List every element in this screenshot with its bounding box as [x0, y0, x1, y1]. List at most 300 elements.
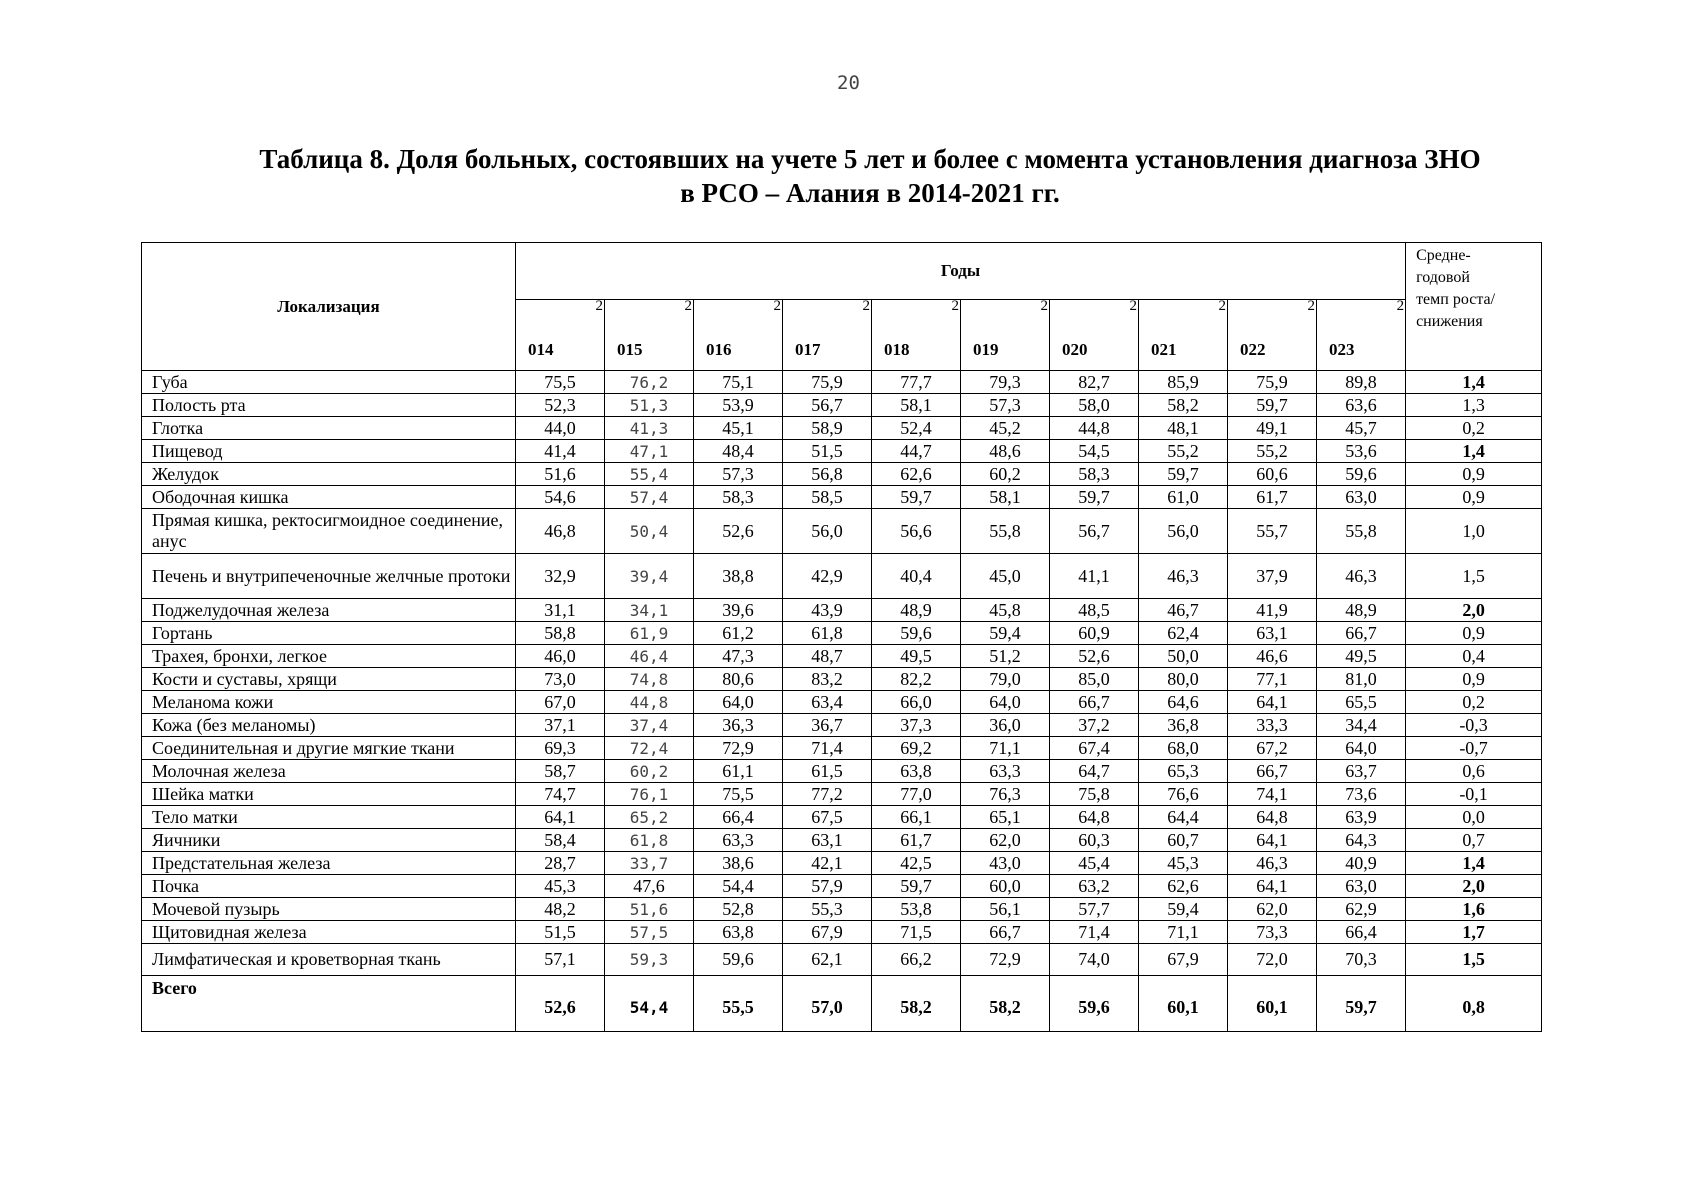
value-cell: 45,2	[961, 417, 1050, 440]
rate-cell: 0,9	[1406, 622, 1542, 645]
value-cell: 48,7	[783, 645, 872, 668]
value-cell: 55,3	[783, 898, 872, 921]
value-cell: 48,9	[1317, 599, 1406, 622]
value-cell: 61,7	[872, 829, 961, 852]
rate-cell: 0,9	[1406, 463, 1542, 486]
year-prefix: 2	[595, 298, 603, 314]
value-cell: 61,5	[783, 760, 872, 783]
rate-cell: 0,2	[1406, 417, 1542, 440]
value-cell: 71,1	[1139, 921, 1228, 944]
value-cell: 46,0	[516, 645, 605, 668]
value-cell: 66,7	[1050, 691, 1139, 714]
value-cell: 56,8	[783, 463, 872, 486]
value-cell: 32,9	[516, 554, 605, 599]
table-row	[142, 554, 1542, 599]
value-cell: 66,7	[1317, 622, 1406, 645]
value-cell: 79,3	[961, 371, 1050, 394]
value-cell: 61,8	[783, 622, 872, 645]
value-cell: 55,2	[1139, 440, 1228, 463]
table-title-line-2: в РСО – Алания в 2014-2021 гг.	[680, 178, 1060, 208]
value-cell: 51,2	[961, 645, 1050, 668]
year-header-cell	[516, 300, 605, 371]
value-cell: 57,1	[516, 944, 605, 976]
value-cell: 75,1	[694, 371, 783, 394]
value-cell: 59,7	[872, 486, 961, 509]
row-label: Меланома кожи	[142, 691, 516, 714]
value-cell: 66,2	[872, 944, 961, 976]
value-cell: 54,6	[516, 486, 605, 509]
value-cell: 83,2	[783, 668, 872, 691]
rate-cell: 1,7	[1406, 921, 1542, 944]
table-row	[142, 371, 1542, 394]
table-row	[142, 509, 1542, 554]
row-label: Ободочная кишка	[142, 486, 516, 509]
year-prefix: 2	[1129, 298, 1137, 314]
table-row	[142, 898, 1542, 921]
value-cell: 39,6	[694, 599, 783, 622]
value-cell: 67,9	[783, 921, 872, 944]
year-header-cell	[1139, 300, 1228, 371]
row-label: Губа	[142, 371, 516, 394]
row-label: Поджелудочная железа	[142, 599, 516, 622]
value-cell: 38,6	[694, 852, 783, 875]
table-row	[142, 921, 1542, 944]
value-cell: 56,6	[872, 509, 961, 554]
value-cell: 76,6	[1139, 783, 1228, 806]
rate-cell: 0,0	[1406, 806, 1542, 829]
year-suffix: 019	[973, 340, 999, 359]
row-label: Прямая кишка, ректосигмоидное соединение, анус	[142, 509, 516, 554]
value-cell: 46,3	[1139, 554, 1228, 599]
year-suffix: 014	[528, 340, 554, 359]
header-rate-line: Средне-	[1416, 247, 1471, 264]
value-cell: 67,0	[516, 691, 605, 714]
value-cell: 59,6	[694, 944, 783, 976]
year-header-cell	[961, 300, 1050, 371]
value-cell: 40,4	[872, 554, 961, 599]
value-cell: 52,8	[694, 898, 783, 921]
value-cell: 58,5	[783, 486, 872, 509]
table-row	[142, 760, 1542, 783]
value-cell: 64,8	[1228, 806, 1317, 829]
table-row	[142, 440, 1542, 463]
table-row	[142, 737, 1542, 760]
value-cell: 63,3	[961, 760, 1050, 783]
row-label: Кости и суставы, хрящи	[142, 668, 516, 691]
rate-cell: 1,4	[1406, 440, 1542, 463]
value-cell: 41,9	[1228, 599, 1317, 622]
value-cell: 57,3	[694, 463, 783, 486]
value-cell: 43,9	[783, 599, 872, 622]
table-title-line-1: Таблица 8. Доля больных, состоявших на учете 5 лет и более с момента установления диагноза ЗНО	[259, 144, 1481, 174]
value-cell: 46,4	[605, 645, 694, 668]
rate-cell: 2,0	[1406, 599, 1542, 622]
page-number: 20	[837, 72, 860, 94]
year-header-cell	[783, 300, 872, 371]
value-cell: 75,5	[516, 371, 605, 394]
value-cell: 47,3	[694, 645, 783, 668]
value-cell: 51,6	[516, 463, 605, 486]
value-cell: 47,1	[605, 440, 694, 463]
value-cell: 63,9	[1317, 806, 1406, 829]
value-cell: 37,2	[1050, 714, 1139, 737]
rate-cell: 1,5	[1406, 554, 1542, 599]
value-cell: 59,4	[1139, 898, 1228, 921]
year-prefix: 2	[1218, 298, 1226, 314]
value-cell: 56,1	[961, 898, 1050, 921]
value-cell: 73,0	[516, 668, 605, 691]
row-label: Желудок	[142, 463, 516, 486]
value-cell: 60,6	[1228, 463, 1317, 486]
value-cell: 63,8	[694, 921, 783, 944]
value-cell: 46,3	[1317, 554, 1406, 599]
row-label: Печень и внутрипеченочные желчные протоки	[142, 554, 516, 599]
value-cell: 59,6	[1317, 463, 1406, 486]
value-cell: 45,0	[961, 554, 1050, 599]
year-prefix: 2	[951, 298, 959, 314]
row-label: Соединительная и другие мягкие ткани	[142, 737, 516, 760]
value-cell: 46,8	[516, 509, 605, 554]
value-cell: 41,4	[516, 440, 605, 463]
value-cell: 37,3	[872, 714, 961, 737]
value-cell: 39,4	[605, 554, 694, 599]
row-label: Глотка	[142, 417, 516, 440]
rate-cell: 0,6	[1406, 760, 1542, 783]
value-cell: 31,1	[516, 599, 605, 622]
row-label: Шейка матки	[142, 783, 516, 806]
value-cell: 62,0	[1228, 898, 1317, 921]
value-cell: 75,9	[1228, 371, 1317, 394]
value-cell: 44,7	[872, 440, 961, 463]
value-cell: 66,7	[961, 921, 1050, 944]
value-cell: 64,0	[961, 691, 1050, 714]
value-cell: 56,7	[1050, 509, 1139, 554]
value-cell: 46,6	[1228, 645, 1317, 668]
year-suffix: 017	[795, 340, 821, 359]
value-cell: 36,8	[1139, 714, 1228, 737]
year-suffix: 023	[1329, 340, 1355, 359]
rate-cell: 1,0	[1406, 509, 1542, 554]
header-rate-line: годовой	[1416, 269, 1470, 286]
row-label: Всего	[142, 976, 516, 1032]
value-cell: 74,7	[516, 783, 605, 806]
value-cell: 82,2	[872, 668, 961, 691]
value-cell: 75,9	[783, 371, 872, 394]
value-cell: 55,4	[605, 463, 694, 486]
value-cell: 77,1	[1228, 668, 1317, 691]
value-cell: 77,0	[872, 783, 961, 806]
value-cell: 57,3	[961, 394, 1050, 417]
rate-cell: 2,0	[1406, 875, 1542, 898]
value-cell: 71,5	[872, 921, 961, 944]
value-cell: 65,5	[1317, 691, 1406, 714]
value-cell: 34,1	[605, 599, 694, 622]
value-cell: 54,4	[694, 875, 783, 898]
value-cell: 63,2	[1050, 875, 1139, 898]
value-cell: 58,9	[783, 417, 872, 440]
value-cell: 62,1	[783, 944, 872, 976]
rate-cell: -0,1	[1406, 783, 1542, 806]
value-cell: 59,4	[961, 622, 1050, 645]
year-suffix: 021	[1151, 340, 1177, 359]
value-cell: 66,1	[872, 806, 961, 829]
value-cell: 45,4	[1050, 852, 1139, 875]
value-cell: 49,1	[1228, 417, 1317, 440]
value-cell: 64,6	[1139, 691, 1228, 714]
year-prefix: 2	[773, 298, 781, 314]
header-rate	[1406, 243, 1542, 371]
value-cell: 67,4	[1050, 737, 1139, 760]
row-label: Молочная железа	[142, 760, 516, 783]
value-cell: 64,7	[1050, 760, 1139, 783]
value-cell: 59,6	[872, 622, 961, 645]
value-cell: 58,2	[872, 976, 961, 1032]
value-cell: 56,7	[783, 394, 872, 417]
value-cell: 72,9	[961, 944, 1050, 976]
value-cell: 28,7	[516, 852, 605, 875]
value-cell: 44,8	[605, 691, 694, 714]
value-cell: 45,8	[961, 599, 1050, 622]
value-cell: 51,3	[605, 394, 694, 417]
value-cell: 40,9	[1317, 852, 1406, 875]
value-cell: 60,1	[1139, 976, 1228, 1032]
value-cell: 55,8	[1317, 509, 1406, 554]
value-cell: 53,9	[694, 394, 783, 417]
table-row	[142, 486, 1542, 509]
row-label: Лимфатическая и кроветворная ткань	[142, 944, 516, 976]
table-row	[142, 714, 1542, 737]
value-cell: 57,0	[783, 976, 872, 1032]
value-cell: 59,7	[1139, 463, 1228, 486]
rate-cell: 0,2	[1406, 691, 1542, 714]
value-cell: 64,0	[1317, 737, 1406, 760]
value-cell: 72,9	[694, 737, 783, 760]
rate-cell: 0,4	[1406, 645, 1542, 668]
value-cell: 62,6	[872, 463, 961, 486]
value-cell: 33,7	[605, 852, 694, 875]
value-cell: 51,5	[783, 440, 872, 463]
value-cell: 59,3	[605, 944, 694, 976]
value-cell: 56,0	[1139, 509, 1228, 554]
rate-cell: 1,4	[1406, 852, 1542, 875]
value-cell: 42,5	[872, 852, 961, 875]
year-suffix: 016	[706, 340, 732, 359]
value-cell: 71,4	[783, 737, 872, 760]
value-cell: 47,6	[605, 875, 694, 898]
year-suffix: 018	[884, 340, 910, 359]
value-cell: 69,2	[872, 737, 961, 760]
value-cell: 51,6	[605, 898, 694, 921]
value-cell: 64,1	[1228, 691, 1317, 714]
rate-cell: -0,3	[1406, 714, 1542, 737]
table-row	[142, 944, 1542, 976]
value-cell: 57,5	[605, 921, 694, 944]
value-cell: 62,0	[961, 829, 1050, 852]
table-row	[142, 417, 1542, 440]
value-cell: 36,3	[694, 714, 783, 737]
value-cell: 60,7	[1139, 829, 1228, 852]
value-cell: 61,8	[605, 829, 694, 852]
value-cell: 71,1	[961, 737, 1050, 760]
value-cell: 49,5	[872, 645, 961, 668]
value-cell: 52,4	[872, 417, 961, 440]
row-label: Яичники	[142, 829, 516, 852]
total-row	[142, 976, 1542, 1032]
value-cell: 64,1	[516, 806, 605, 829]
rate-cell: 0,8	[1406, 976, 1542, 1032]
value-cell: 74,1	[1228, 783, 1317, 806]
value-cell: 75,5	[694, 783, 783, 806]
value-cell: 67,2	[1228, 737, 1317, 760]
value-cell: 48,6	[961, 440, 1050, 463]
value-cell: 55,8	[961, 509, 1050, 554]
value-cell: 61,9	[605, 622, 694, 645]
value-cell: 33,3	[1228, 714, 1317, 737]
table-row	[142, 806, 1542, 829]
value-cell: 62,4	[1139, 622, 1228, 645]
value-cell: 52,3	[516, 394, 605, 417]
value-cell: 77,2	[783, 783, 872, 806]
value-cell: 45,3	[1139, 852, 1228, 875]
value-cell: 75,8	[1050, 783, 1139, 806]
table-row	[142, 394, 1542, 417]
value-cell: 58,3	[694, 486, 783, 509]
value-cell: 45,1	[694, 417, 783, 440]
header-years: Годы	[516, 243, 1406, 300]
value-cell: 61,1	[694, 760, 783, 783]
value-cell: 62,6	[1139, 875, 1228, 898]
value-cell: 57,7	[1050, 898, 1139, 921]
value-cell: 58,2	[1139, 394, 1228, 417]
rate-cell: 0,9	[1406, 668, 1542, 691]
table-row	[142, 599, 1542, 622]
rate-cell: -0,7	[1406, 737, 1542, 760]
value-cell: 64,1	[1228, 875, 1317, 898]
value-cell: 48,1	[1139, 417, 1228, 440]
row-label: Мочевой пузырь	[142, 898, 516, 921]
value-cell: 48,5	[1050, 599, 1139, 622]
value-cell: 58,2	[961, 976, 1050, 1032]
value-cell: 63,1	[783, 829, 872, 852]
value-cell: 66,0	[872, 691, 961, 714]
value-cell: 64,4	[1139, 806, 1228, 829]
table-row	[142, 463, 1542, 486]
header-localization: Локализация	[142, 243, 516, 371]
value-cell: 53,6	[1317, 440, 1406, 463]
year-prefix: 2	[1396, 298, 1405, 314]
value-cell: 69,3	[516, 737, 605, 760]
value-cell: 81,0	[1317, 668, 1406, 691]
year-prefix: 2	[684, 298, 692, 314]
value-cell: 59,7	[1317, 976, 1406, 1032]
value-cell: 76,3	[961, 783, 1050, 806]
value-cell: 58,0	[1050, 394, 1139, 417]
year-header-cell	[605, 300, 694, 371]
value-cell: 70,3	[1317, 944, 1406, 976]
value-cell: 59,7	[1228, 394, 1317, 417]
header-rate-line: темп роста/	[1416, 291, 1496, 308]
value-cell: 77,7	[872, 371, 961, 394]
value-cell: 66,4	[694, 806, 783, 829]
value-cell: 52,6	[694, 509, 783, 554]
value-cell: 73,6	[1317, 783, 1406, 806]
value-cell: 63,0	[1317, 875, 1406, 898]
value-cell: 36,7	[783, 714, 872, 737]
value-cell: 64,0	[694, 691, 783, 714]
value-cell: 60,2	[605, 760, 694, 783]
row-label: Пищевод	[142, 440, 516, 463]
row-label: Щитовидная железа	[142, 921, 516, 944]
value-cell: 54,5	[1050, 440, 1139, 463]
value-cell: 58,4	[516, 829, 605, 852]
value-cell: 63,7	[1317, 760, 1406, 783]
value-cell: 76,1	[605, 783, 694, 806]
value-cell: 54,4	[605, 976, 694, 1032]
value-cell: 82,7	[1050, 371, 1139, 394]
value-cell: 72,0	[1228, 944, 1317, 976]
value-cell: 37,1	[516, 714, 605, 737]
data-table	[141, 242, 1542, 1032]
value-cell: 63,6	[1317, 394, 1406, 417]
value-cell: 48,4	[694, 440, 783, 463]
value-cell: 55,2	[1228, 440, 1317, 463]
value-cell: 66,7	[1228, 760, 1317, 783]
value-cell: 58,8	[516, 622, 605, 645]
value-cell: 65,1	[961, 806, 1050, 829]
value-cell: 36,0	[961, 714, 1050, 737]
value-cell: 74,8	[605, 668, 694, 691]
table-row	[142, 783, 1542, 806]
header-rate-line: снижения	[1416, 313, 1483, 330]
row-label: Кожа (без меланомы)	[142, 714, 516, 737]
value-cell: 60,3	[1050, 829, 1139, 852]
value-cell: 66,4	[1317, 921, 1406, 944]
value-cell: 45,7	[1317, 417, 1406, 440]
value-cell: 58,3	[1050, 463, 1139, 486]
value-cell: 80,6	[694, 668, 783, 691]
value-cell: 58,1	[872, 394, 961, 417]
value-cell: 63,0	[1317, 486, 1406, 509]
year-header-cell	[1050, 300, 1139, 371]
value-cell: 60,0	[961, 875, 1050, 898]
table-row	[142, 622, 1542, 645]
value-cell: 71,4	[1050, 921, 1139, 944]
value-cell: 61,0	[1139, 486, 1228, 509]
value-cell: 80,0	[1139, 668, 1228, 691]
value-cell: 41,1	[1050, 554, 1139, 599]
value-cell: 63,8	[872, 760, 961, 783]
table-row	[142, 852, 1542, 875]
value-cell: 42,9	[783, 554, 872, 599]
value-cell: 59,7	[872, 875, 961, 898]
value-cell: 62,9	[1317, 898, 1406, 921]
value-cell: 52,6	[1050, 645, 1139, 668]
value-cell: 63,1	[1228, 622, 1317, 645]
value-cell: 50,4	[605, 509, 694, 554]
value-cell: 48,9	[872, 599, 961, 622]
value-cell: 45,3	[516, 875, 605, 898]
value-cell: 67,9	[1139, 944, 1228, 976]
value-cell: 61,2	[694, 622, 783, 645]
rate-cell: 0,9	[1406, 486, 1542, 509]
value-cell: 37,4	[605, 714, 694, 737]
table-row	[142, 645, 1542, 668]
year-header-cell	[872, 300, 961, 371]
year-suffix: 022	[1240, 340, 1266, 359]
header-row-1	[142, 243, 1542, 300]
rate-cell: 1,5	[1406, 944, 1542, 976]
year-header-cell	[1317, 300, 1406, 371]
